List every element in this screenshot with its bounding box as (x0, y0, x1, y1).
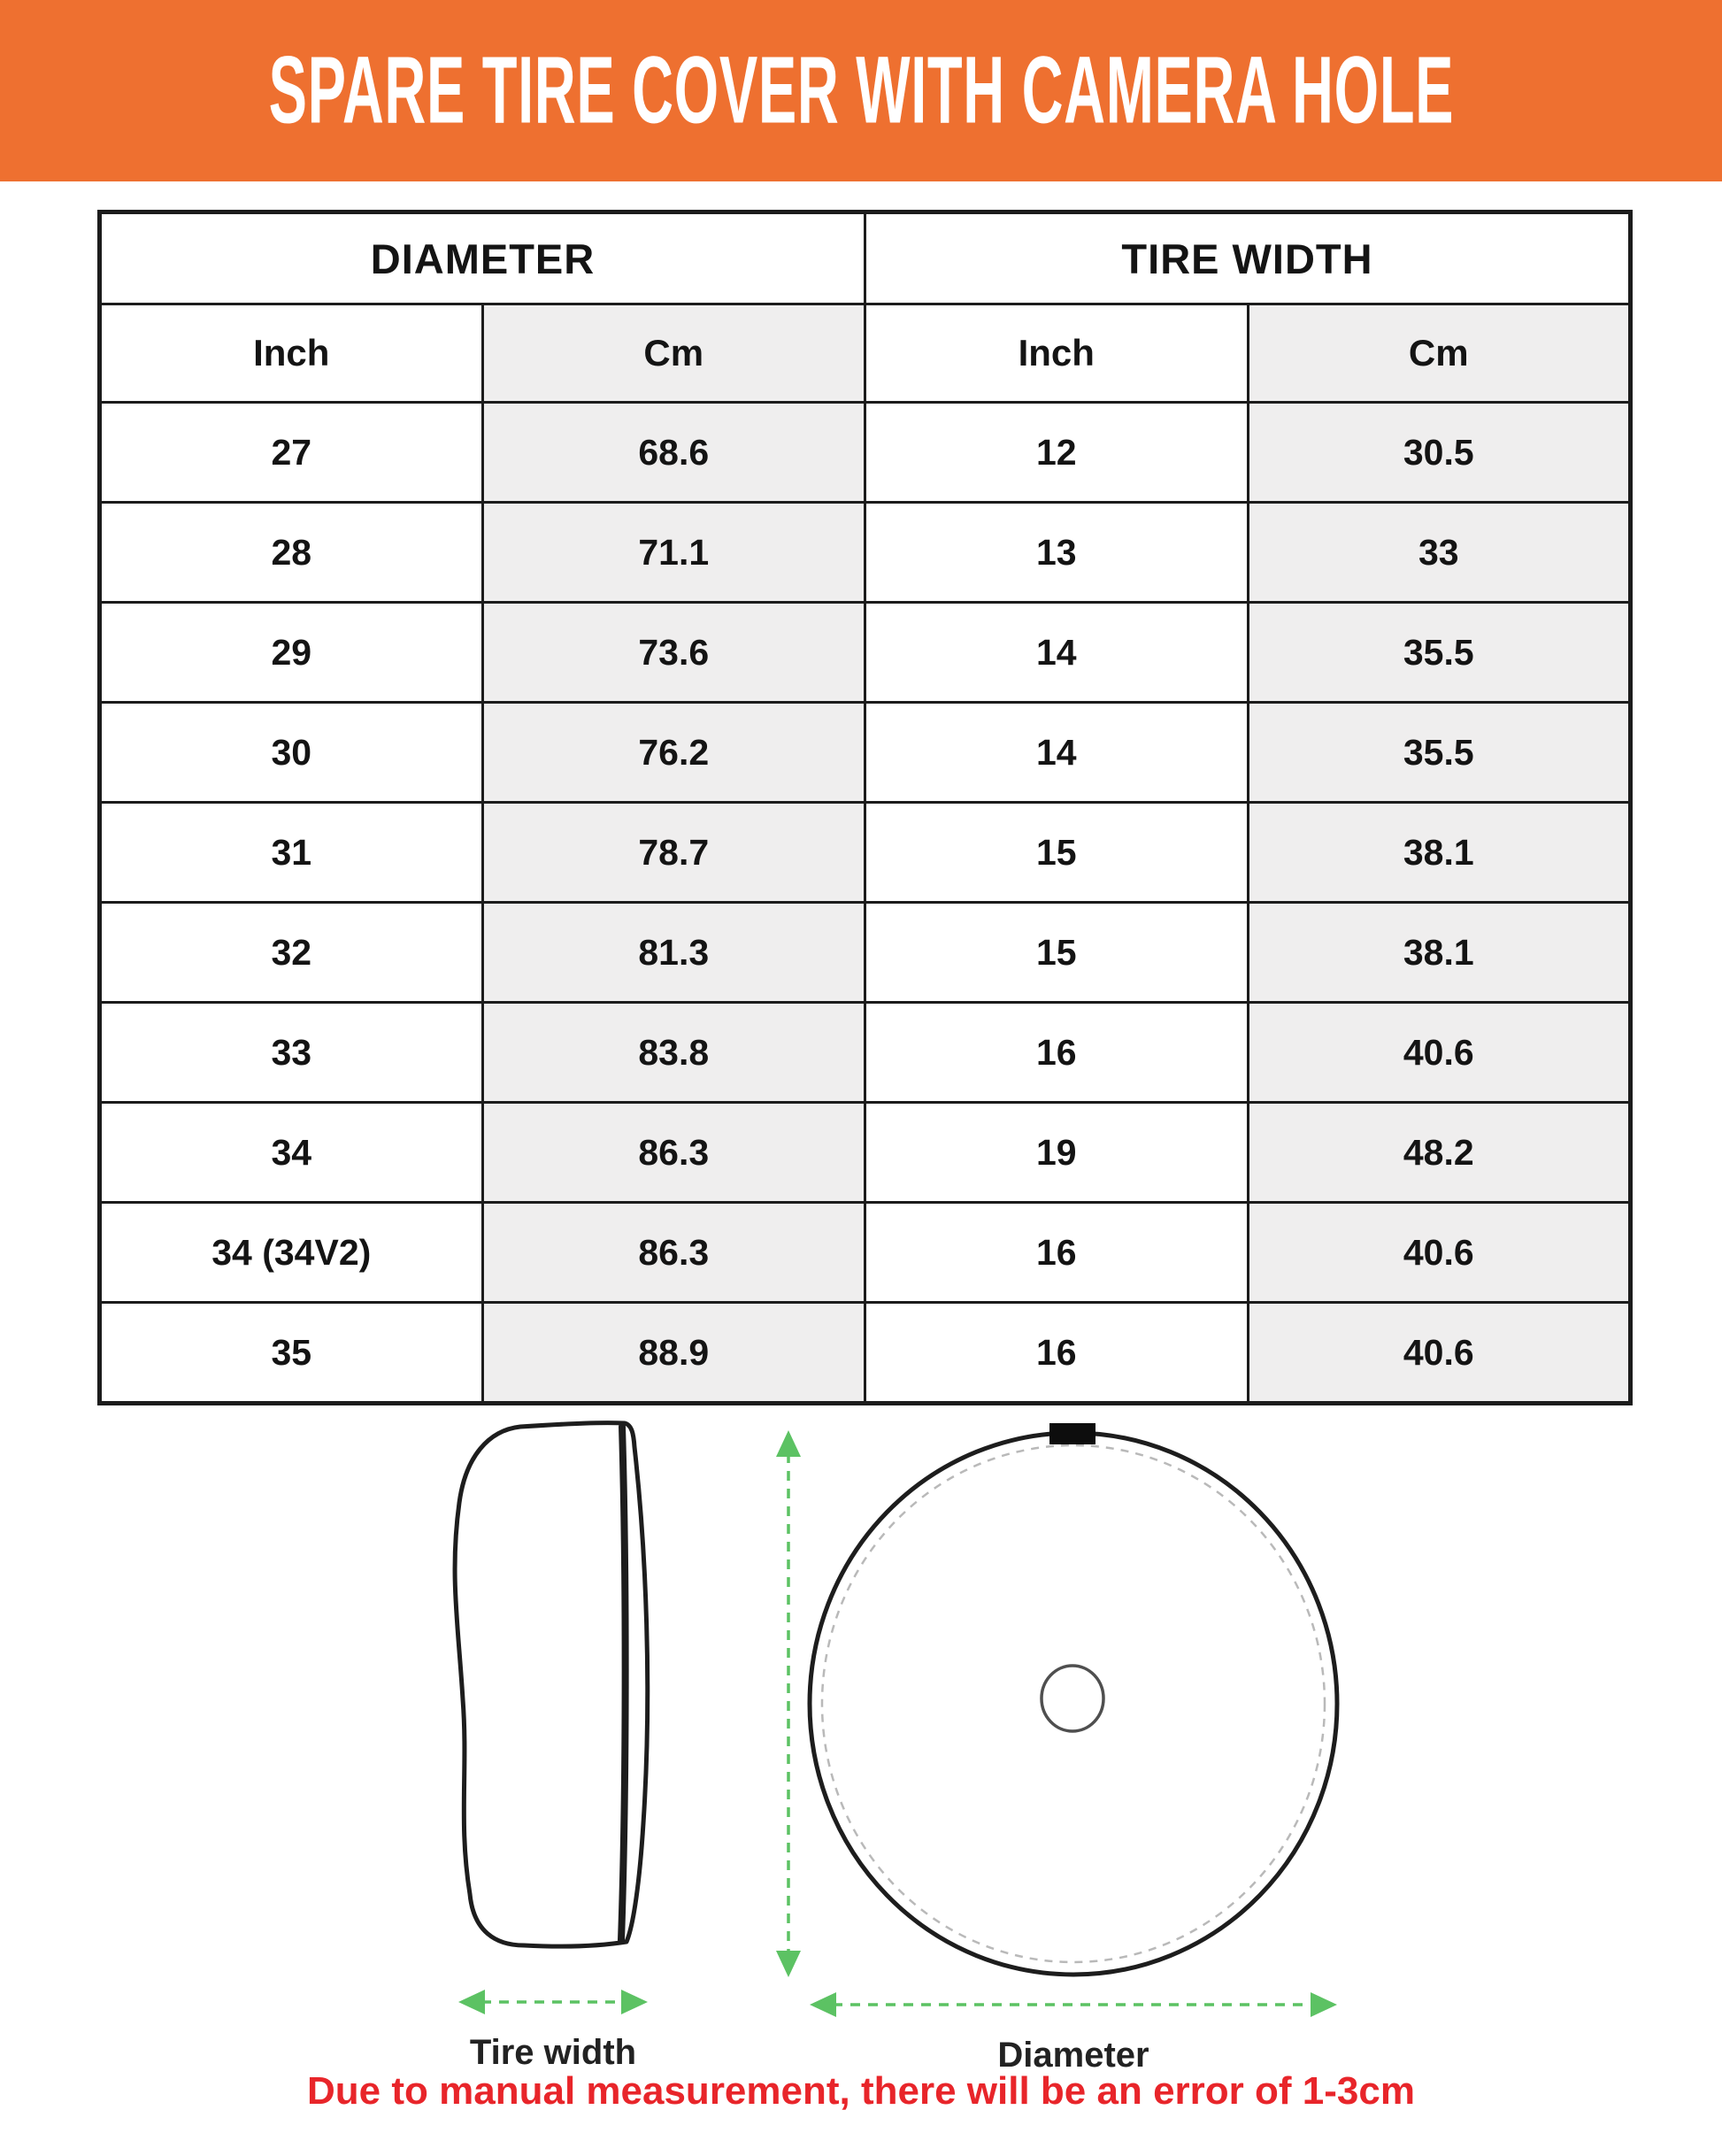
size-cm-cell: 68.6 (482, 403, 865, 503)
diameter-horizontal-arrow (810, 1992, 1337, 2017)
group-header-diameter: DIAMETER (100, 212, 865, 304)
size-cm-cell: 83.8 (482, 1003, 865, 1103)
size-cm-cell: 86.3 (482, 1103, 865, 1203)
camera-hole (1042, 1666, 1103, 1731)
group-header-tire-width: TIRE WIDTH (865, 212, 1631, 304)
size-cm-cell: 38.1 (1248, 803, 1631, 903)
size-cm-cell: 35.5 (1248, 603, 1631, 703)
group-header-row (100, 212, 1631, 304)
size-inch-cell: 28 (100, 503, 483, 603)
table-row (100, 803, 1631, 903)
column-header-row (100, 304, 1631, 403)
tire-side-view (455, 1423, 648, 1947)
size-inch-cell: 27 (100, 403, 483, 503)
measurement-note: Due to manual measurement, there will be an error of 1-3cm (307, 2069, 1415, 2113)
tire-diagram (0, 1398, 1722, 2075)
size-cm-cell: 88.9 (482, 1303, 865, 1404)
size-inch-cell: 29 (100, 603, 483, 703)
camera-tab (1049, 1423, 1095, 1444)
size-inch-cell: 19 (865, 1103, 1249, 1203)
page-title: SPARE TIRE COVER WITH CAMERA HOLE (268, 36, 1454, 144)
size-cm-cell: 73.6 (482, 603, 865, 703)
table-row (100, 1203, 1631, 1303)
size-cm-cell: 48.2 (1248, 1103, 1631, 1203)
size-inch-cell: 34 (100, 1103, 483, 1203)
size-inch-cell: 15 (865, 803, 1249, 903)
size-cm-cell: 86.3 (482, 1203, 865, 1303)
size-cm-cell: 40.6 (1248, 1003, 1631, 1103)
table-row (100, 503, 1631, 603)
size-cm-cell: 81.3 (482, 903, 865, 1003)
col-header-width-cm: Cm (1248, 304, 1631, 403)
size-inch-cell: 35 (100, 1303, 483, 1404)
table-row (100, 1103, 1631, 1203)
size-table (97, 210, 1633, 1405)
size-cm-cell: 30.5 (1248, 403, 1631, 503)
size-cm-cell: 78.7 (482, 803, 865, 903)
size-inch-cell: 33 (100, 1003, 483, 1103)
size-inch-cell: 13 (865, 503, 1249, 603)
size-inch-cell: 14 (865, 703, 1249, 803)
table-row (100, 1003, 1631, 1103)
size-inch-cell: 16 (865, 1203, 1249, 1303)
size-inch-cell: 16 (865, 1003, 1249, 1103)
size-cm-cell: 38.1 (1248, 903, 1631, 1003)
tire-width-arrow (458, 1990, 648, 2014)
table-row (100, 403, 1631, 503)
col-header-diameter-inch: Inch (100, 304, 483, 403)
size-cm-cell: 35.5 (1248, 703, 1631, 803)
col-header-width-inch: Inch (865, 304, 1249, 403)
size-inch-cell: 15 (865, 903, 1249, 1003)
size-inch-cell: 30 (100, 703, 483, 803)
diameter-label: Diameter (997, 2036, 1149, 2075)
table-row (100, 903, 1631, 1003)
size-inch-cell: 12 (865, 403, 1249, 503)
size-inch-cell: 34 (34V2) (100, 1203, 483, 1303)
tire-width-label: Tire width (469, 2033, 637, 2072)
size-cm-cell: 71.1 (482, 503, 865, 603)
size-cm-cell: 33 (1248, 503, 1631, 603)
size-inch-cell: 32 (100, 903, 483, 1003)
size-inch-cell: 14 (865, 603, 1249, 703)
tire-front-view (810, 1423, 1337, 1975)
size-inch-cell: 16 (865, 1303, 1249, 1404)
table-row (100, 603, 1631, 703)
diameter-vertical-arrow (776, 1430, 801, 1977)
banner (0, 0, 1722, 181)
table-row (100, 703, 1631, 803)
size-cm-cell: 40.6 (1248, 1303, 1631, 1404)
col-header-diameter-cm: Cm (482, 304, 865, 403)
size-inch-cell: 31 (100, 803, 483, 903)
size-cm-cell: 40.6 (1248, 1203, 1631, 1303)
tire-face-edge (621, 1427, 626, 1940)
size-cm-cell: 76.2 (482, 703, 865, 803)
table-row (100, 1303, 1631, 1404)
